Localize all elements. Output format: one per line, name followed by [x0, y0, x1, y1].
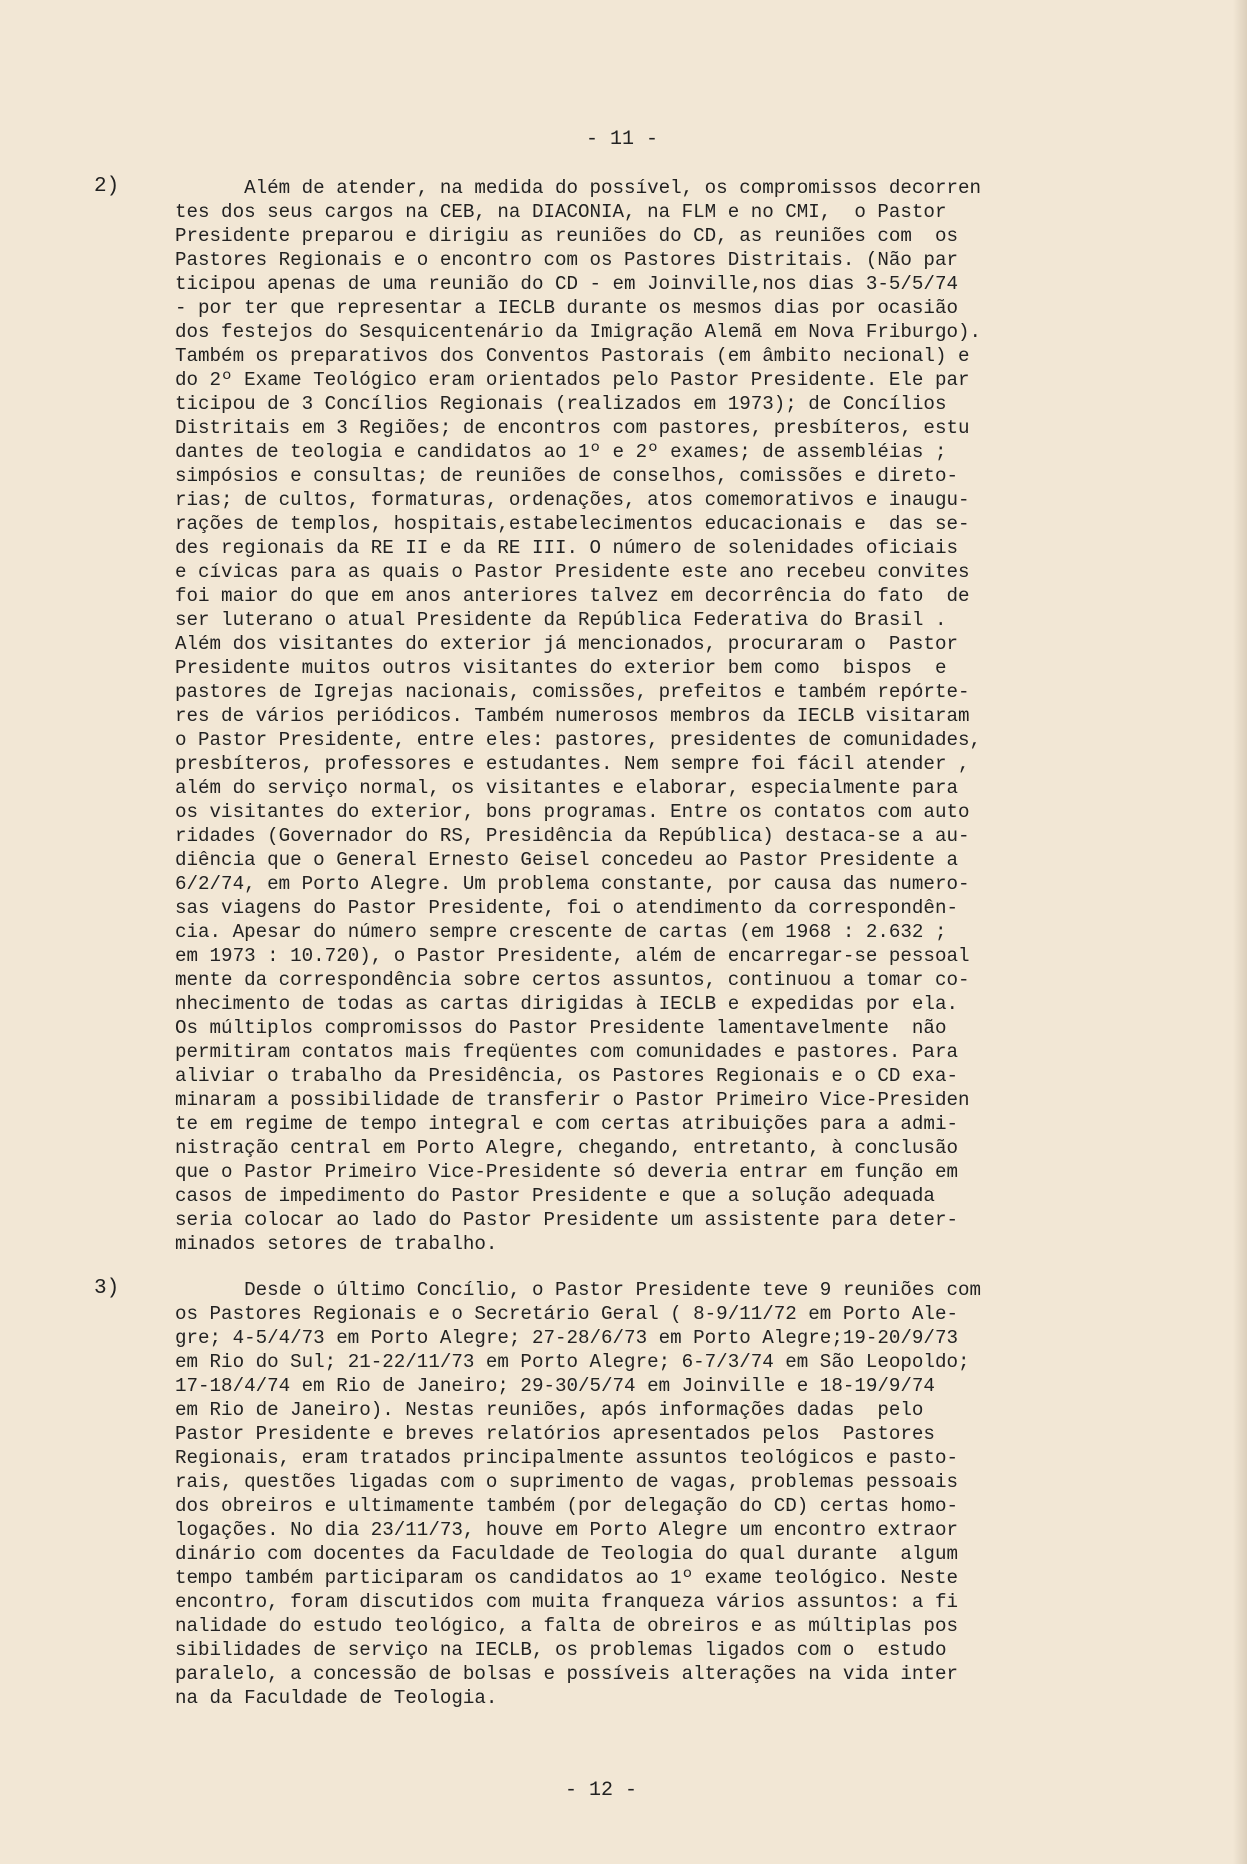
text-line: nhecimento de todas as cartas dirigidas à IECLB e expedidas por ela. — [175, 993, 958, 1015]
text-line: cia. Apesar do número sempre crescente de cartas (em 1968 : 2.632 ; — [175, 921, 947, 943]
text-line: em Rio de Janeiro). Nestas reuniões, após informações dadas pelo — [175, 1399, 924, 1421]
text-line: dinário com docentes da Faculdade de Teologia do qual durante algum — [175, 1543, 958, 1565]
text-line: ticipou de 3 Concílios Regionais (realizados em 1973); de Concílios — [175, 393, 947, 415]
text-line: Pastores Regionais e o encontro com os Pastores Distritais. (Não par — [175, 249, 958, 271]
text-line: pastores de Igrejas nacionais, comissões, prefeitos e também repórte- — [175, 681, 970, 703]
text-line: ticipou apenas de uma reunião do CD - em Joinville,nos dias 3-5/5/74 — [175, 273, 958, 295]
text-line: foi maior do que em anos anteriores talvez em decorrência do fato de — [175, 585, 970, 607]
text-line: 17-18/4/74 em Rio de Janeiro; 29-30/5/74 em Joinville e 18-19/9/74 — [175, 1375, 935, 1397]
text-line: dantes de teologia e candidatos ao 1º e 2º exames; de assembléias ; — [175, 441, 947, 463]
text-line: logações. No dia 23/11/73, houve em Porto Alegre um encontro extraor — [175, 1519, 958, 1541]
text-line: seria colocar ao lado do Pastor Presidente um assistente para deter- — [175, 1209, 958, 1231]
text-line: des regionais da RE II e da RE III. O número de solenidades oficiais — [175, 537, 958, 559]
text-line: nalidade do estudo teológico, a falta de obreiros e as múltiplas pos — [175, 1615, 958, 1637]
text-line: tes dos seus cargos na CEB, na DIACONIA, na FLM e no CMI, o Pastor — [175, 201, 947, 223]
text-line: que o Pastor Primeiro Vice-Presidente só deveria entrar em função em — [175, 1161, 958, 1183]
text-line: res de vários periódicos. Também numerosos membros da IECLB visitaram — [175, 705, 970, 727]
text-line: do 2º Exame Teológico eram orientados pelo Pastor Presidente. Ele par — [175, 369, 970, 391]
page-number: - 11 - — [586, 128, 659, 151]
text-line: te em regime de tempo integral e com certas atribuições para a admi- — [175, 1113, 958, 1135]
text-line: gre; 4-5/4/73 em Porto Alegre; 27-28/6/73 em Porto Alegre;19-20/9/73 — [175, 1327, 958, 1349]
text-line: sas viagens do Pastor Presidente, foi o atendimento da correspondên- — [175, 897, 958, 919]
text-line: rais, questões ligadas com o suprimento de vagas, problemas pessoais — [175, 1471, 958, 1493]
text-line: casos de impedimento do Pastor Presidente e que a solução adequada — [175, 1185, 935, 1207]
text-line: rações de templos, hospitais,estabelecimentos educacionais e das se- — [175, 513, 970, 535]
item-number: 2) — [94, 175, 120, 198]
text-line: ser luterano o atual Presidente da República Federativa do Brasil . — [175, 609, 947, 631]
text-line: Presidente preparou e dirigiu as reuniões do CD, as reuniões com os — [175, 225, 958, 247]
text-line: simpósios e consultas; de reuniões de conselhos, comissões e direto- — [175, 465, 958, 487]
text-line: minaram a possibilidade de transferir o Pastor Primeiro Vice-Presiden — [175, 1089, 970, 1111]
text-line: Os múltiplos compromissos do Pastor Presidente lamentavelmente não — [175, 1017, 947, 1039]
text-line: e cívicas para as quais o Pastor Presidente este ano recebeu convites — [175, 561, 970, 583]
item-number: 3) — [94, 1277, 120, 1300]
text-line: Regionais, eram tratados principalmente assuntos teológicos e pasto- — [175, 1447, 958, 1469]
text-line: - por ter que representar a IECLB durante os mesmos dias por ocasião — [175, 297, 958, 319]
text-line: 6/2/74, em Porto Alegre. Um problema constante, por causa das numero- — [175, 873, 970, 895]
text-line: na da Faculdade de Teologia. — [175, 1687, 498, 1709]
text-line: Além de atender, na medida do possível, os compromissos decorren — [175, 177, 982, 199]
text-line: minados setores de trabalho. — [175, 1233, 498, 1255]
text-line: o Pastor Presidente, entre eles: pastores, presidentes de comunidades, — [175, 729, 982, 751]
text-line: em Rio do Sul; 21-22/11/73 em Porto Alegre; 6-7/3/74 em São Leopoldo; — [175, 1351, 970, 1373]
text-line: diência que o General Ernesto Geisel concedeu ao Pastor Presidente a — [175, 849, 958, 871]
paragraph — [175, 176, 981, 1256]
text-line: encontro, foram discutidos com muita franqueza vários assuntos: a fi — [175, 1591, 958, 1613]
text-line: rias; de cultos, formaturas, ordenações, atos comemorativos e inaugu- — [175, 489, 970, 511]
text-line: os Pastores Regionais e o Secretário Geral ( 8-9/11/72 em Porto Ale- — [175, 1303, 958, 1325]
text-line: paralelo, a concessão de bolsas e possíveis alterações na vida inter — [175, 1663, 958, 1685]
text-line: mente da correspondência sobre certos assuntos, continuou a tomar co- — [175, 969, 970, 991]
text-line: aliviar o trabalho da Presidência, os Pastores Regionais e o CD exa- — [175, 1065, 958, 1087]
text-line: além do serviço normal, os visitantes e elaborar, especialmente para — [175, 777, 958, 799]
text-line: ridades (Governador do RS, Presidência da República) destaca-se a au- — [175, 825, 970, 847]
text-line: permitiram contatos mais freqüentes com comunidades e pastores. Para — [175, 1041, 958, 1063]
text-line: Presidente muitos outros visitantes do exterior bem como bispos e — [175, 657, 947, 679]
text-line: em 1973 : 10.720), o Pastor Presidente, além de encarregar-se pessoal — [175, 945, 970, 967]
text-line: dos festejos do Sesquicentenário da Imigração Alemã em Nova Friburgo). — [175, 321, 982, 343]
text-line: Desde o último Concílio, o Pastor Presidente teve 9 reuniões com — [175, 1279, 982, 1301]
next-page-number: - 12 - — [565, 1779, 638, 1802]
text-line: os visitantes do exterior, bons programas. Entre os contatos com auto — [175, 801, 970, 823]
text-line: nistração central em Porto Alegre, chegando, entretanto, à conclusão — [175, 1137, 958, 1159]
text-line: dos obreiros e ultimamente também (por delegação do CD) certas homo- — [175, 1495, 958, 1517]
text-line: Além dos visitantes do exterior já mencionados, procuraram o Pastor — [175, 633, 958, 655]
text-line: Pastor Presidente e breves relatórios apresentados pelos Pastores — [175, 1423, 935, 1445]
text-line: Distritais em 3 Regiões; de encontros com pastores, presbíteros, estu — [175, 417, 970, 439]
text-line: tempo também participaram os candidatos ao 1º exame teológico. Neste — [175, 1567, 958, 1589]
paragraph — [175, 1278, 981, 1710]
text-line: Também os preparativos dos Conventos Pastorais (em âmbito necional) e — [175, 345, 970, 367]
text-line: presbíteros, professores e estudantes. Nem sempre foi fácil atender , — [175, 753, 970, 775]
text-line: sibilidades de serviço na IECLB, os problemas ligados com o estudo — [175, 1639, 947, 1661]
